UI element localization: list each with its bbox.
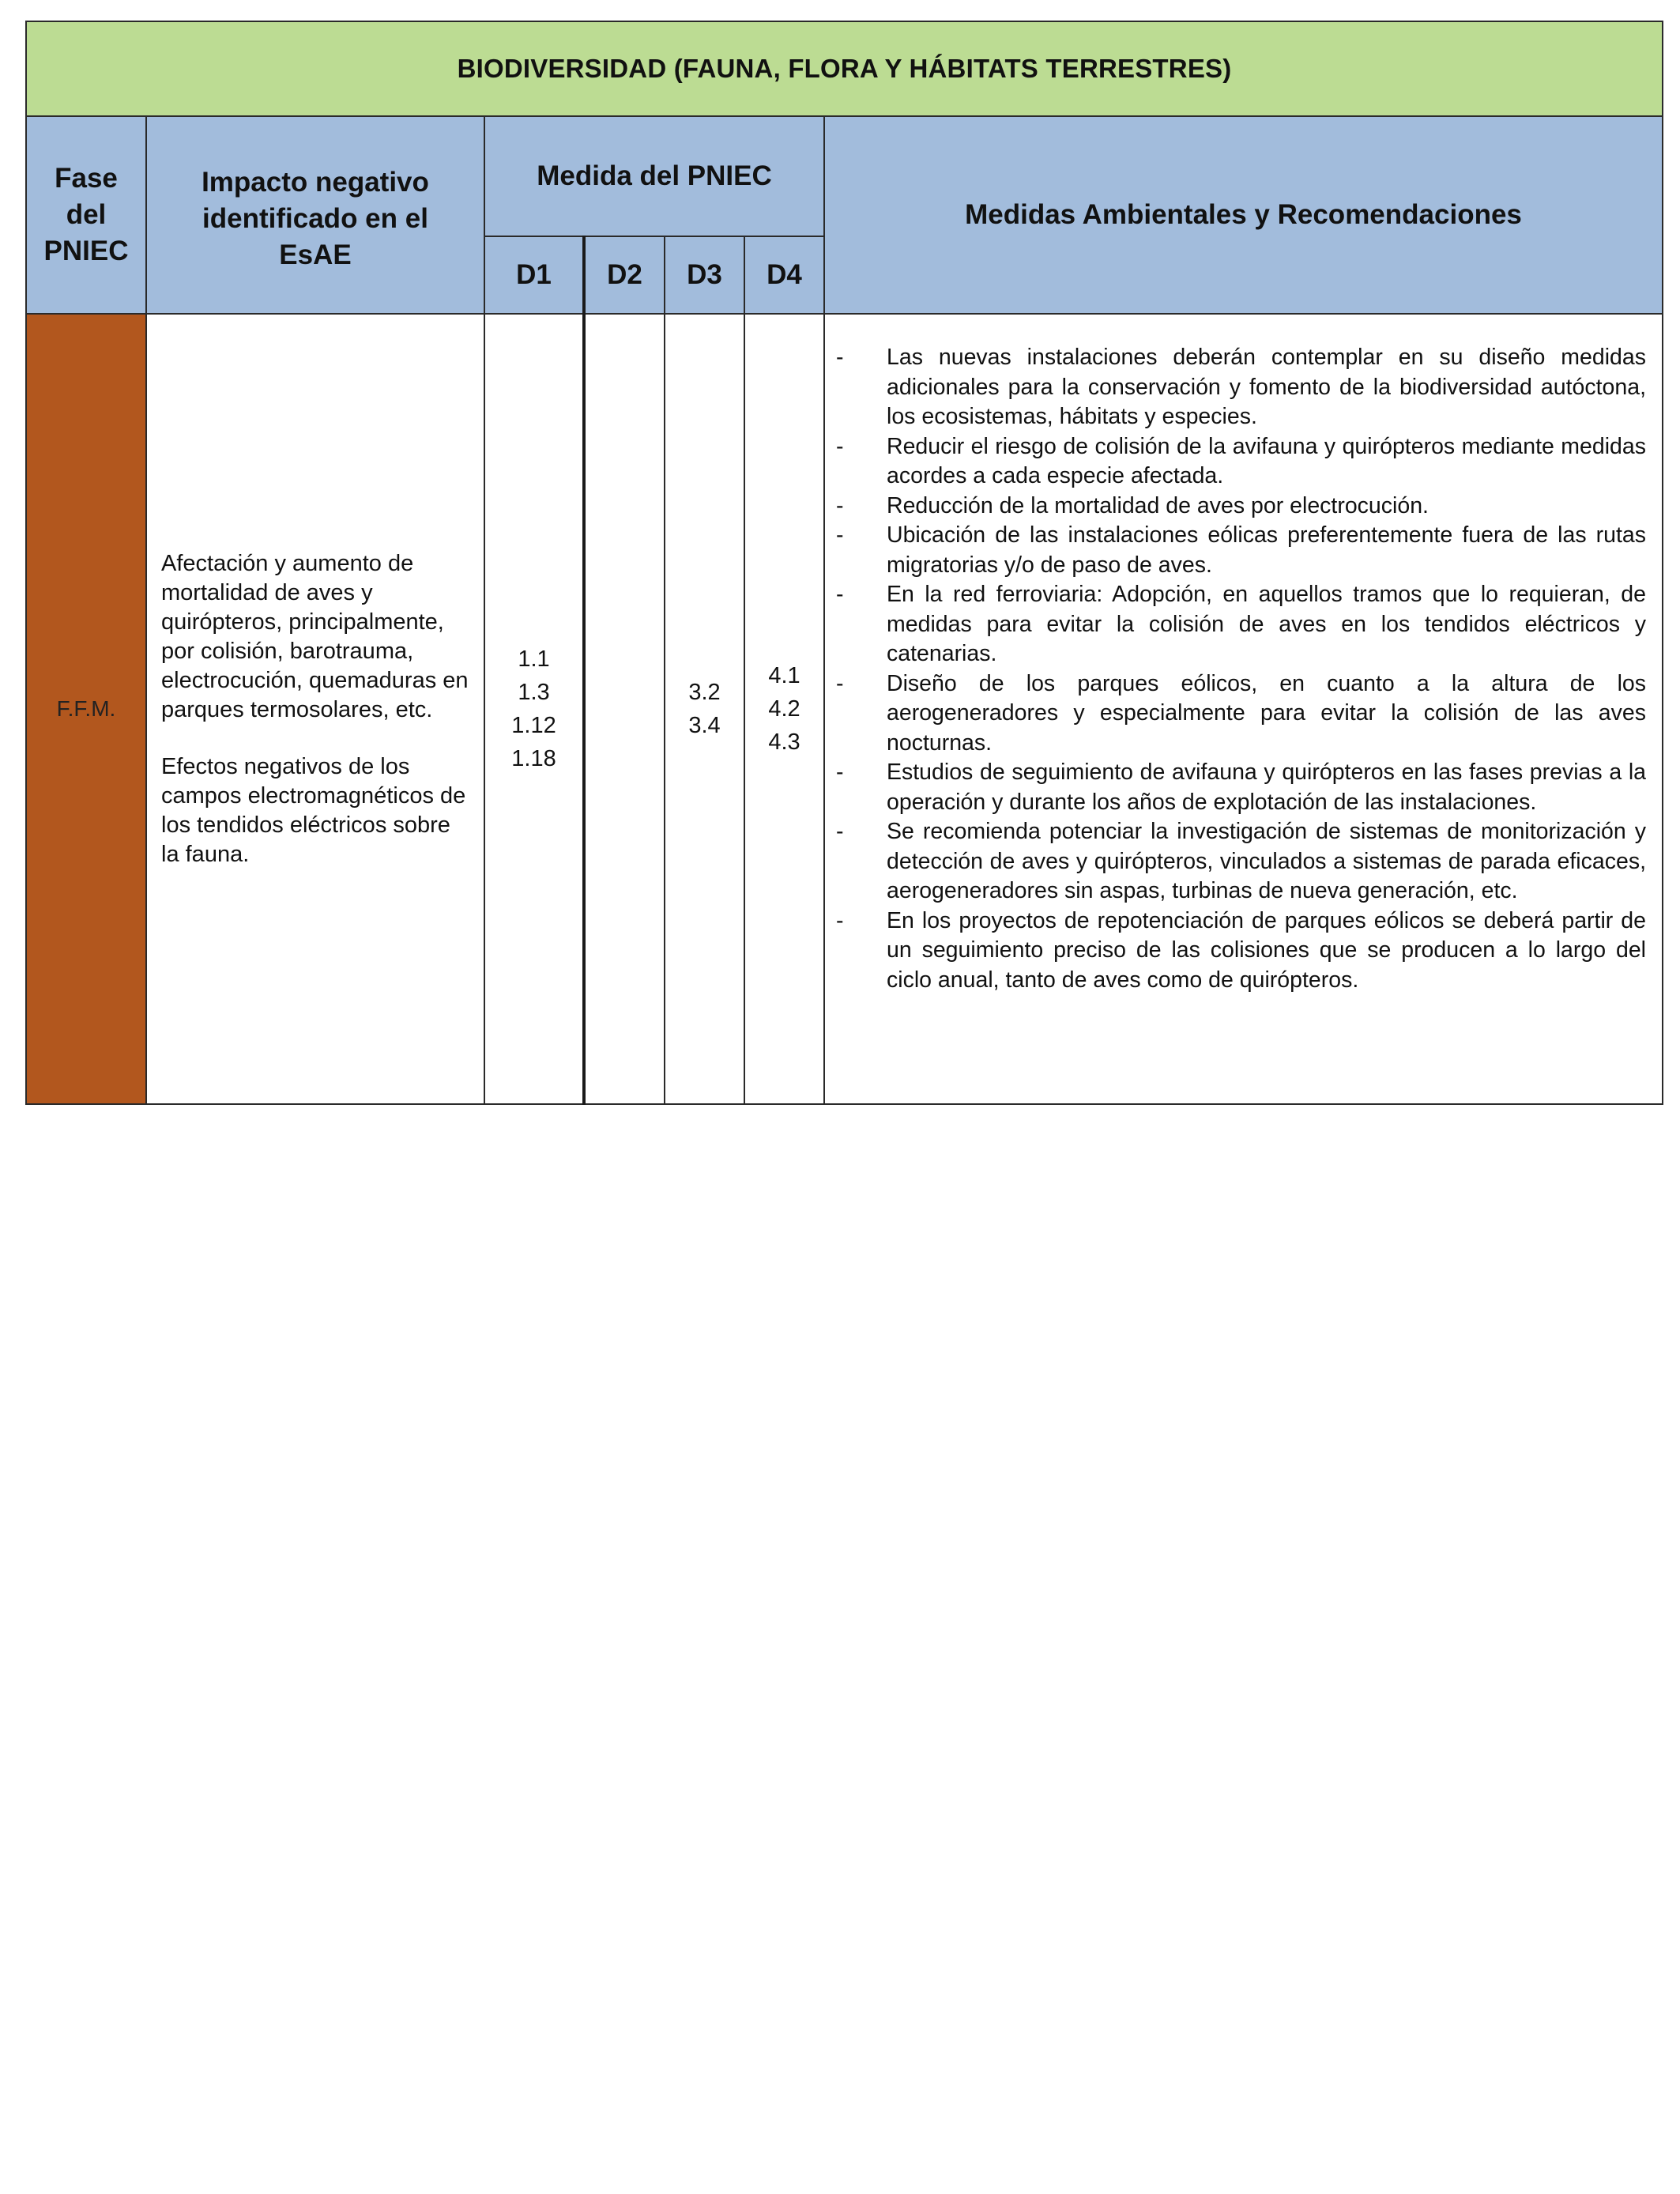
list-item [836, 758, 1646, 817]
d2-cell [584, 314, 665, 1104]
bullet-dash: - [836, 670, 844, 696]
header-impacto-label: Impacto negativo identificado en el EsAE [202, 167, 429, 270]
list-item [836, 580, 1646, 669]
measure-number: 3.2 [688, 680, 721, 705]
measure-text: Las nuevas instalaciones deberán contemplar en su diseño medidas adicionales para la conservación y fomento de la biodiversidad autóctona, los ecosistemas, hábitats y especies. [887, 345, 1647, 429]
table-row [26, 314, 1663, 1104]
measure-text: Reducir el riesgo de colisión de la avifauna y quirópteros mediante medidas acordes a cada especie afectada. [887, 433, 1647, 488]
list-item [836, 343, 1646, 432]
header-d4: D4 [744, 236, 824, 314]
bullet-dash: - [836, 819, 844, 844]
measures-list [836, 343, 1646, 995]
measure-text: Reducción de la mortalidad de aves por electrocución. [887, 492, 1429, 518]
header-d3: D3 [665, 236, 744, 314]
measure-number: 1.18 [511, 746, 556, 771]
list-item [836, 669, 1646, 759]
title-row [26, 21, 1663, 116]
list-item [836, 432, 1646, 492]
header-fase: Fase del PNIEC [26, 116, 146, 314]
measure-text: Diseño de los parques eólicos, en cuanto a la altura de los aerogeneradores y especialmente para evitar la colisión de las aves nocturnas. [887, 670, 1647, 756]
measure-text: En los proyectos de repotenciación de parques eólicos se deberá partir de un seguimiento preciso de las colisiones que se producen a lo largo del ciclo anual, tanto de aves como de quirópteros. [887, 907, 1647, 993]
measures-cell [824, 314, 1663, 1104]
measure-text: Estudios de seguimiento de avifauna y quirópteros en las fases previas a la operación y durante los años de explotación de las instalaciones. [887, 760, 1647, 815]
fase-cell: F.F.M. [26, 314, 146, 1104]
biodiversity-table [25, 21, 1663, 1105]
measure-number: 1.12 [511, 713, 556, 738]
impact-paragraph: Afectación y aumento de mortalidad de aves y quirópteros, principalmente, por colisión, barotrauma, electrocución, quemaduras en parques termosolares, etc. [161, 550, 469, 722]
table-title: BIODIVERSIDAD (FAUNA, FLORA Y HÁBITATS TERRESTRES) [26, 21, 1663, 116]
bullet-dash: - [836, 760, 844, 785]
header-medida: Medida del PNIEC [484, 116, 824, 236]
measure-number: 4.1 [768, 663, 800, 688]
header-recomendaciones: Medidas Ambientales y Recomendaciones [824, 116, 1663, 314]
bullet-dash: - [836, 345, 844, 370]
bullet-dash: - [836, 522, 844, 548]
bullet-dash: - [836, 433, 844, 459]
measure-text: En la red ferroviaria: Adopción, en aquellos tramos que lo requieran, de medidas para evitar la colisión de aves en los tendidos eléctricos y catenarias. [887, 582, 1647, 666]
measure-number: 3.4 [688, 713, 721, 738]
measure-text: Ubicación de las instalaciones eólicas preferentemente fuera de las rutas migratorias y/o de paso de aves. [887, 522, 1647, 578]
measure-number: 1.1 [518, 647, 550, 672]
bullet-dash: - [836, 492, 844, 518]
header-row [26, 116, 1663, 236]
measure-number: 4.3 [768, 729, 800, 755]
list-item [836, 492, 1646, 522]
impact-paragraph: Efectos negativos de los campos electromagnéticos de los tendidos eléctricos sobre la fauna. [161, 753, 466, 867]
d4-cell [744, 314, 824, 1104]
impact-cell [146, 314, 484, 1104]
measure-number: 4.2 [768, 696, 800, 722]
list-item [836, 907, 1646, 996]
header-impacto [146, 116, 484, 314]
header-d1: D1 [484, 236, 584, 314]
measure-text: Se recomienda potenciar la investigación de sistemas de monitorización y detección de aves y quirópteros, vinculados a sistemas de parada eficaces, aerogeneradores sin aspas, turbinas de nueva generación, etc. [887, 819, 1647, 903]
bullet-dash: - [836, 907, 844, 933]
d3-cell [665, 314, 744, 1104]
bullet-dash: - [836, 582, 844, 607]
list-item [836, 521, 1646, 580]
d1-cell [484, 314, 584, 1104]
list-item [836, 817, 1646, 907]
header-d2: D2 [584, 236, 665, 314]
measure-number: 1.3 [518, 680, 550, 705]
